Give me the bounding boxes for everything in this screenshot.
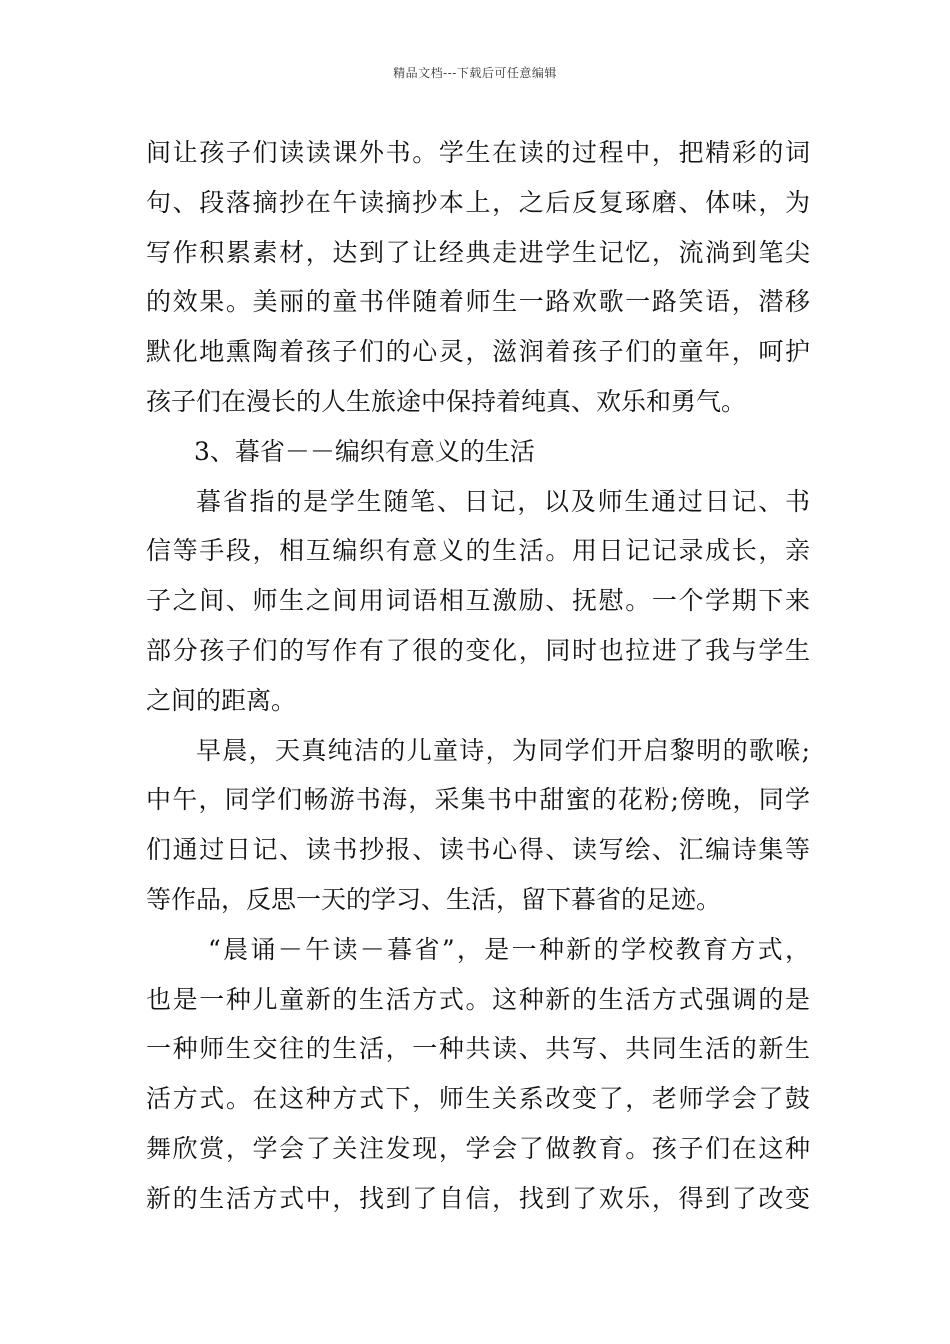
text-line: 早晨，天真纯洁的儿童诗，为同学们开启黎明的歌喉; (196, 735, 810, 765)
text-line: “晨诵－午读－暮省”，是一种新的学校教育方式， (208, 934, 810, 964)
text-line: 间让孩子们读读课外书。学生在读的过程中，把精彩的词 (146, 138, 810, 167)
text-line: 活方式。在这种方式下，师生关系改变了，老师学会了鼓 (146, 1084, 810, 1114)
text-line: 孩子们在漫长的人生旅途中保持着纯真、欢乐和勇气。 (146, 386, 747, 416)
text-line: 的效果。美丽的童书伴随着师生一路欢歌一路笑语，潜移 (146, 287, 810, 317)
text-line: 信等手段，相互编织有意义的生活。用日记记录成长，亲 (146, 536, 810, 566)
document-body (146, 128, 810, 1224)
text-line: 部分孩子们的写作有了很的变化，同时也拉进了我与学生 (146, 635, 810, 665)
text-line: 句、段落摘抄在午读摘抄本上，之后反复琢磨、体味，为 (146, 187, 810, 217)
text-line: 写作积累素材，达到了让经典走进学生记忆，流淌到笔尖 (146, 237, 810, 267)
page-header: 精品文档---下载后可任意编辑 (393, 66, 557, 80)
text-line: 等作品，反思一天的学习、生活，留下暮省的足迹。 (146, 884, 722, 914)
text-line: 一种师生交往的生活，一种共读、共写、共同生活的新生 (146, 1034, 810, 1064)
text-line: 也是一种儿童新的生活方式。这种新的生活方式强调的是 (146, 984, 810, 1014)
text-line: 中午，同学们畅游书海，采集书中甜蜜的花粉;傍晚，同学 (146, 785, 810, 815)
text-line: 默化地熏陶着孩子们的心灵，滋润着孩子们的童年，呵护 (146, 337, 810, 367)
text-line: 们通过日记、读书抄报、读书心得、读写绘、汇编诗集等 (146, 835, 810, 865)
text-line: 暮省指的是学生随笔、日记，以及师生通过日记、书 (196, 486, 810, 516)
text-line: 新的生活方式中，找到了自信，找到了欢乐，得到了改变 (146, 1183, 810, 1213)
text-line: 之间的距离。 (146, 685, 297, 715)
section-heading: 3、暮省－－编织有意义的生活 (194, 436, 535, 466)
text-line: 舞欣赏，学会了关注发现，学会了做教育。孩子们在这种 (146, 1133, 810, 1163)
text-line: 子之间、师生之间用词语相互激励、抚慰。一个学期下来 (146, 586, 810, 616)
